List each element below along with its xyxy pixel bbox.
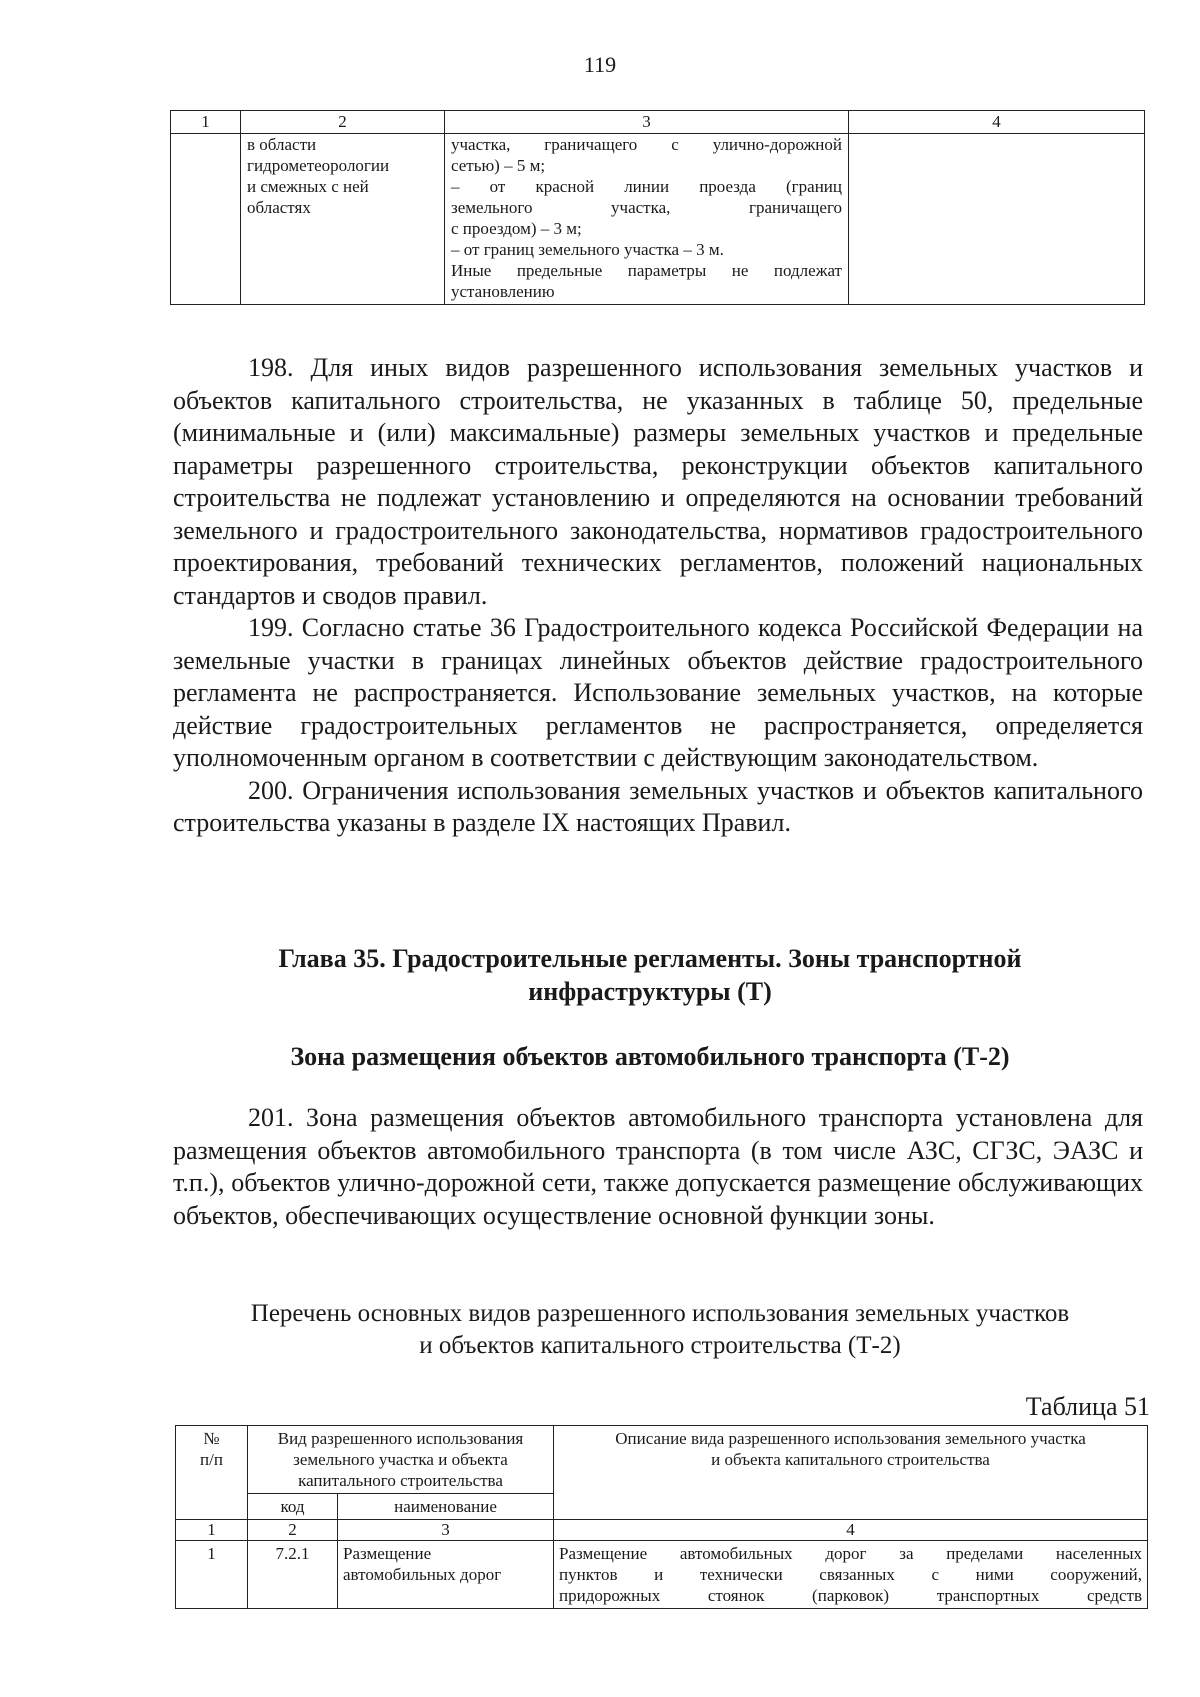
cell-activity-area: в области гидрометеорологии и смежных с ней областях xyxy=(241,134,445,305)
column-number: 4 xyxy=(554,1520,1148,1541)
row-name: Размещение автомобильных дорог xyxy=(338,1541,554,1609)
paragraph-201: 201. Зона размещения объектов автомобильного транспорта установлена для размещения объектов автомобильного транспорта (в том числе АЗС, СГЗС, ЭАЗС и т.п.), объектов улично-дорожной сети, также допускается размещение обслуживающих объектов, обеспечивающих осуществление основной функции зоны. xyxy=(173,1103,1143,1230)
header-name: наименование xyxy=(338,1494,554,1520)
header-use-type: Вид разрешенного использования земельного участка и объекта капитального строительства xyxy=(248,1426,554,1494)
table-51 xyxy=(175,1425,1148,1609)
cell-parameters: участка, граничащего с улично-дорожной сетью) – 5 м; – от красной линии проезда (границ земельного участка, граничащего с проездом) – 3 м; – от границ земельного участка – 3 м. Иные предельные параметры не подлежат установлению xyxy=(445,134,849,305)
zone-heading: Зона размещения объектов автомобильного транспорта (Т-2) xyxy=(290,1042,1010,1071)
paragraph-199: 199. Согласно статье 36 Градостроительного кодекса Российской Федерации на земельные участки в границах линейных объектов действие градостроительного регламента не распространяется. Использование земельных участков, на которые действие градостроительных регламентов не распространяется, определяется уполномоченным органом в соответствии с действующим законодательством. xyxy=(173,613,1143,772)
table-header-row xyxy=(171,111,1145,134)
table-row xyxy=(176,1541,1148,1609)
chapter-heading: Глава 35. Градостроительные регламенты. Зоны транспортной инфраструктуры (Т) xyxy=(278,944,1022,1006)
header-number: № п/п xyxy=(176,1426,248,1520)
row-code: 7.2.1 xyxy=(248,1541,338,1609)
paragraphs-198-200 xyxy=(173,352,1143,840)
header-description: Описание вида разрешенного использования земельного участка и объекта капитального строительства xyxy=(554,1426,1148,1520)
column-number: 3 xyxy=(445,111,849,134)
list-title: Перечень основных видов разрешенного использования земельных участков и объектов капитального строительства (Т-2) xyxy=(250,1300,1070,1359)
column-number: 2 xyxy=(248,1520,338,1541)
column-number: 3 xyxy=(338,1520,554,1541)
table-row xyxy=(171,134,1145,305)
column-number: 1 xyxy=(176,1520,248,1541)
paragraph-198: 198. Для иных видов разрешенного использования земельных участков и объектов капитального строительства, не указанных в таблице 50, предельные (минимальные и (или) максимальные) размеры земельных участков и предельные параметры разрешенного строительства, реконструкции объектов капитального строительства не подлежат установлению и определяются на основании требований земельного и градостроительного законодательства, нормативов градостроительного проектирования, требований технических регламентов, положений национальных стандартов и сводов правил. xyxy=(173,353,1143,610)
column-number: 1 xyxy=(171,111,241,134)
cell-empty xyxy=(849,134,1145,305)
column-number: 4 xyxy=(849,111,1145,134)
column-number: 2 xyxy=(241,111,445,134)
row-description: Размещение автомобильных дорог за пределами населенных пунктов и технически связанных с ними сооружений, придорожных стоянок (парковок) транспортных средств xyxy=(554,1541,1148,1609)
table-label: Таблица 51 xyxy=(1025,1392,1150,1421)
continued-table xyxy=(170,110,1145,305)
table-header-row xyxy=(176,1426,1148,1494)
paragraph-201-block xyxy=(173,1102,1143,1232)
row-number: 1 xyxy=(176,1541,248,1609)
paragraph-200: 200. Ограничения использования земельных участков и объектов капитального строительства указаны в разделе IX настоящих Правил. xyxy=(173,775,1143,837)
header-code: код xyxy=(248,1494,338,1520)
cell-empty xyxy=(171,134,241,305)
table-column-numbers xyxy=(176,1520,1148,1541)
page-number: 119 xyxy=(583,52,617,77)
